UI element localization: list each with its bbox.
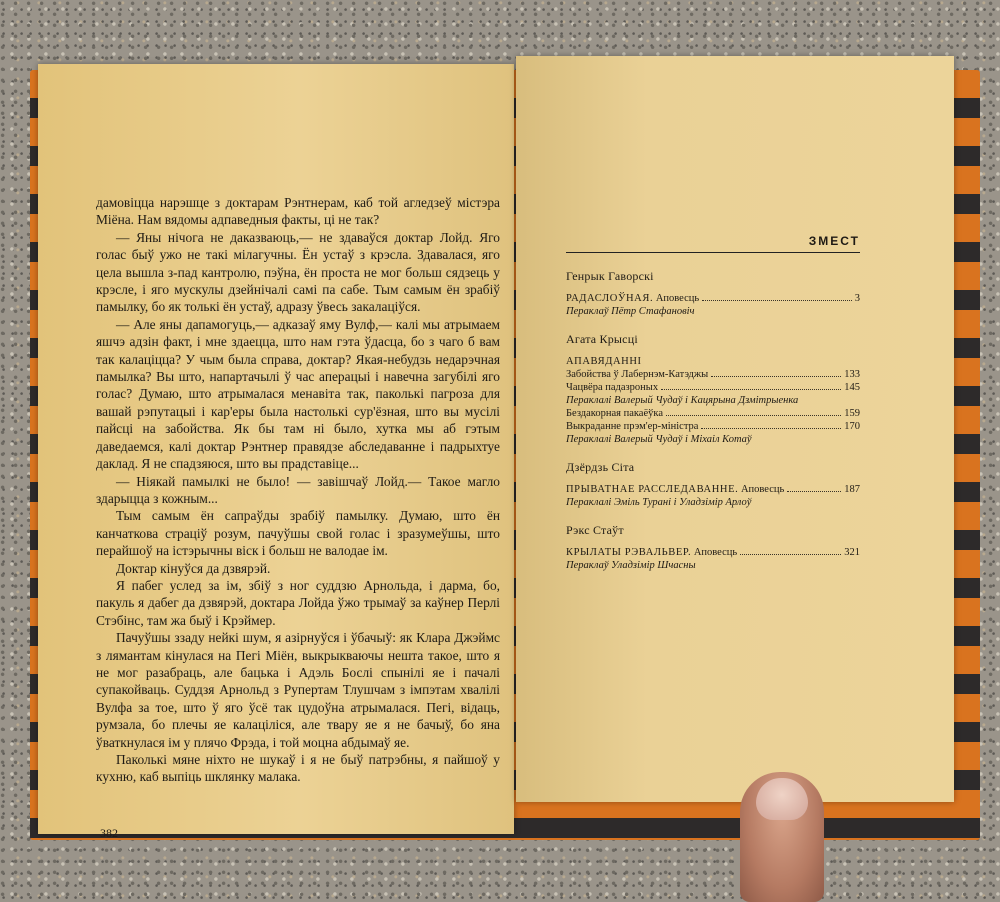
thumbnail-nail <box>756 778 808 820</box>
paragraph: дамовіцца нарэшце з доктарам Рэнтнерам, каб той агледзеў містэра Мiёна. Нам вядомы адпаведныя факты, ці не так? <box>96 195 500 228</box>
page-number: 382 <box>100 826 118 840</box>
toc-translator: Пераклаў Пётр Стафановіч <box>566 306 695 317</box>
toc-entry <box>566 368 860 381</box>
toc-translator: Пераклалі Валерый Чудаў і Міхаіл Котаў <box>566 434 752 445</box>
toc-entry <box>566 483 860 496</box>
toc-section-stout <box>566 523 860 572</box>
toc-entry-title: ПРЫВАТНАЕ РАССЛЕДАВАННЕ. <box>566 484 739 495</box>
paragraph: Я пабег услед за ім, збіў з ног суддзю Арнольда, і дарма, бо, пакуль я дабег да дзвярэй, доктара Лойда ўжо трымаў за каўнер Перлі Стэбінс, там жа быў і Крэймер. <box>96 577 500 628</box>
toc-entry <box>566 381 860 394</box>
toc-entry-title: Бездакорная пакаёўка <box>566 408 663 419</box>
leader-dots <box>661 389 841 390</box>
paragraph: — Ніякай памылкі не было! — завішчаў Лойд.— Такое магло здарыцца з кожным... <box>96 473 500 506</box>
toc-section-gavorski <box>566 269 860 318</box>
toc-section-sita <box>566 460 860 509</box>
toc-page-number: 187 <box>844 484 860 495</box>
toc-entry <box>566 420 860 433</box>
toc-page-number: 145 <box>844 382 860 393</box>
leader-dots <box>787 491 841 492</box>
toc-entry-title: Выкраданне прэм'ер-міністра <box>566 421 699 432</box>
story-text <box>96 194 500 786</box>
toc-author: Рэкс Стаўт <box>566 523 624 537</box>
toc-author: Дзёрдзь Сіта <box>566 460 635 474</box>
table-of-contents <box>566 234 860 586</box>
paragraph: — Яны нічога не даказваюць,— не здаваўся доктар Лойд. Яго голас быў ужо не такі мілагучны. Ён устаў з крэсла. Здавалася, яго цела вышла з-пад кантролю, пэўна, ён проста не мог больш сядзець у крэсле, і яго мускулы дзейнічалі самі па сабе. Тым самым ён зрабіў памылку, бо як толькі ён устаў, адразу ўвесь закалаціўся. <box>96 229 500 315</box>
toc-translator: Пераклаў Уладзімір Шчасны <box>566 560 696 571</box>
toc-translator: Пераклалі Валерый Чудаў і Кацярына Дзмітрыенка <box>566 395 799 406</box>
toc-author: Агата Крысці <box>566 332 638 346</box>
leader-dots <box>666 415 841 416</box>
toc-entry <box>566 292 860 305</box>
toc-group-title: АПАВЯДАННІ <box>566 356 642 367</box>
toc-entry-title: РАДАСЛОЎНАЯ. <box>566 293 654 304</box>
left-page <box>38 64 514 840</box>
leader-dots <box>701 428 841 429</box>
toc-entry <box>566 546 860 559</box>
toc-entry-genre: Аповесць <box>740 484 785 495</box>
toc-section-christie <box>566 332 860 446</box>
toc-page-number: 3 <box>854 293 860 304</box>
toc-page-number: 321 <box>844 547 860 558</box>
toc-page-number: 170 <box>844 421 860 432</box>
leader-dots <box>740 554 841 555</box>
toc-page-number: 159 <box>844 408 860 419</box>
toc-entry-genre: Аповесць <box>655 293 700 304</box>
toc-entry-title: Забойства ў Лабернэм-Катэджы <box>566 369 709 380</box>
toc-entry-title: Чацвёра падазроных <box>566 382 659 393</box>
toc-entry-genre: Аповесць <box>693 547 738 558</box>
toc-entry-title: КРЫЛАТЫ РЭВАЛЬВЕР. <box>566 547 692 558</box>
paragraph: Пачуўшы ззаду нейкі шум, я азірнуўся і ўбачыў: як Клара Джэймс з лямантам кінулася на Пегі Мiён, выкрыкваючы нешта такое, што я не мог разабраць, але бацька і Адэль Бослі спынілі яе і пачалі супакойваць. Суддзя Арнольд з Рупертам Тлушчам з імпэтам хвалілі Вулфа за тое, што ў яго ўсё так цудоўна атрымалася. Пегі, відаць, румзала, бо плечы яе калаціліся, але твару яе я не бачыў, бо яна ўваткнулася ім у плячо Фрэда, і той моцна абдымаў яе. <box>96 630 500 750</box>
right-page <box>516 56 954 802</box>
leader-dots <box>711 376 841 377</box>
leader-dots <box>702 300 852 301</box>
toc-translator: Пераклалі Эміль Турані і Уладзімір Арлоў <box>566 497 752 508</box>
toc-heading: ЗМЕСТ <box>566 234 860 253</box>
paragraph: Паколькі мяне ніхто не шукаў і я не быў патрэбны, я пайшоў у кухню, каб выпіць шклянку малака. <box>96 752 500 785</box>
thumb <box>740 772 824 902</box>
paragraph: Тым самым ён сапраўды зрабіў памылку. Думаю, што ён канчаткова страціў розум, пачуўшы свой голас і зразумеўшы, што перайшоў на істэрычны віск і больш не валодае ім. <box>96 508 500 559</box>
toc-page-number: 133 <box>844 369 860 380</box>
toc-author: Генрык Гаворскі <box>566 269 654 283</box>
paragraph: Доктар кінуўся да дзвярэй. <box>116 560 271 576</box>
paragraph: — Але яны дапамогуць,— адказаў яму Вулф,— калі мы атрымаем яшчэ адзін факт, і мне здаецца, што нам гэта ўдасца, бо з чаго б вам так калаціцца? У чым была справа, доктар? Якая-небудзь недарэчная памылка? Вы што, напартачылі ў час аперацыі і навечна загубілі яго голас? Думаю, што атрымалася менавіта так, паколькі пагроза для вашай рэпутацыі і кар'еры была настолькі сур'ёзная, што вы мусілі пайсці на забойства. Як бы там ні было, хутка мы аб гэтым даведаемся, калі доктар Рэнтнер правядзе абследаванне і падрыхтуе даклад. Я не спадзяюся, што вы прадставіце... <box>96 316 500 472</box>
toc-entry <box>566 407 860 420</box>
